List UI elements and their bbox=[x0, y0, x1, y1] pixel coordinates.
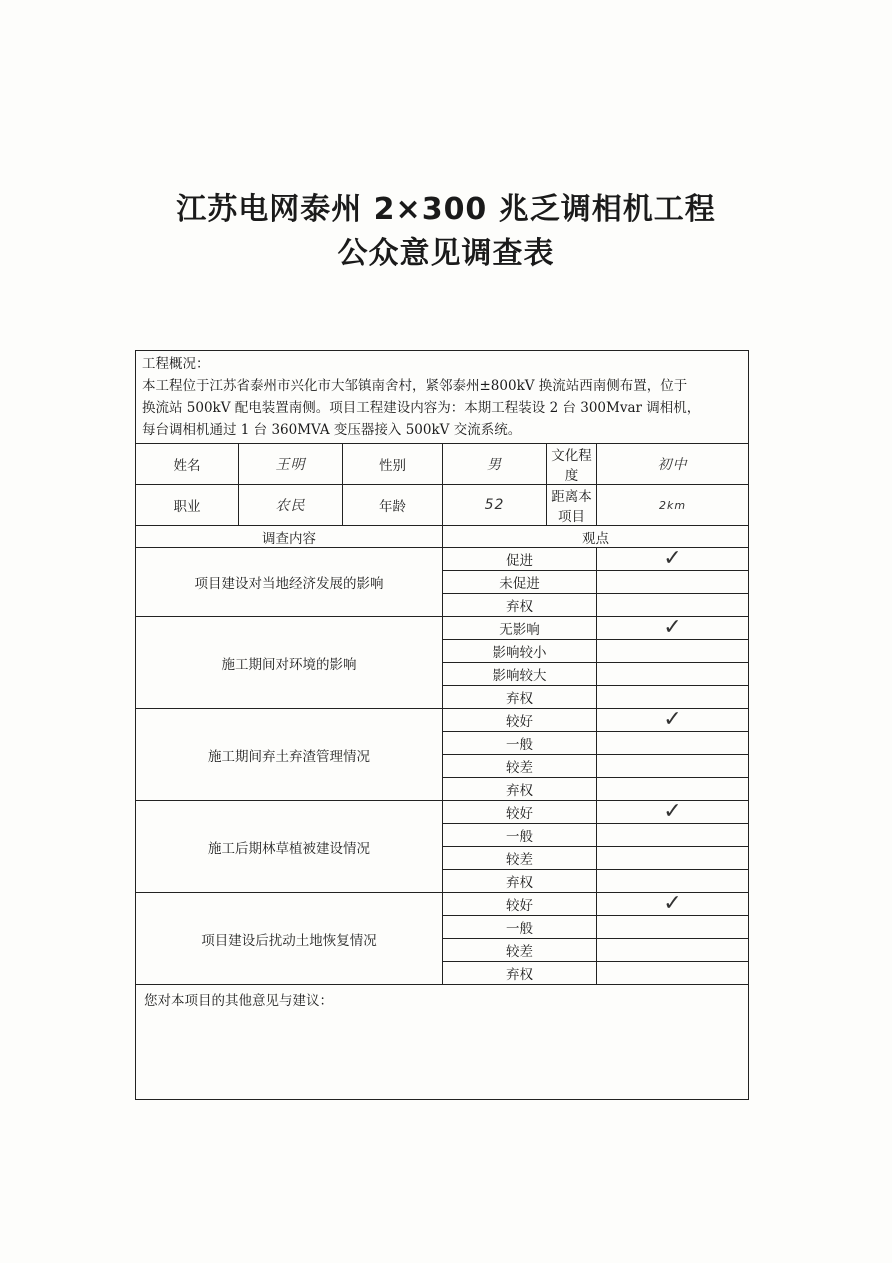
option-checkbox[interactable] bbox=[597, 847, 749, 870]
overview-label: 工程概况： bbox=[142, 356, 210, 372]
option-label: 影响较大 bbox=[443, 663, 597, 686]
check-icon: ✓ bbox=[663, 546, 682, 571]
question-label: 项目建设后扰动土地恢复情况 bbox=[136, 893, 443, 985]
option-checkbox[interactable] bbox=[597, 571, 749, 594]
overview-line: 本工程位于江苏省泰州市兴化市大邹镇南舍村，紧邻泰州±800kV 换流站西南侧布置，位于 bbox=[142, 378, 688, 394]
suggestion-area[interactable] bbox=[136, 985, 749, 1100]
check-icon: ✓ bbox=[663, 799, 682, 824]
option-checkbox[interactable] bbox=[597, 640, 749, 663]
option-label: 弃权 bbox=[443, 686, 597, 709]
option-label: 促进 bbox=[443, 548, 597, 571]
option-checkbox[interactable] bbox=[597, 617, 749, 640]
survey-content-header: 调查内容 bbox=[136, 526, 443, 548]
option-checkbox[interactable] bbox=[597, 801, 749, 824]
occupation-value[interactable]: 农民 bbox=[239, 485, 343, 526]
option-checkbox[interactable] bbox=[597, 870, 749, 893]
option-checkbox[interactable] bbox=[597, 916, 749, 939]
question-label: 施工期间弃土弃渣管理情况 bbox=[136, 709, 443, 801]
option-checkbox[interactable] bbox=[597, 824, 749, 847]
survey-form-body bbox=[136, 351, 749, 1100]
name-value[interactable]: 王明 bbox=[239, 444, 343, 485]
option-checkbox[interactable] bbox=[597, 778, 749, 801]
option-checkbox[interactable] bbox=[597, 663, 749, 686]
page-subtitle: 公众意见调查表 bbox=[337, 236, 555, 271]
overview-line: 换流站 500kV 配电装置南侧。项目工程建设内容为：本期工程装设 2 台 300Mvar 调相机， bbox=[142, 400, 701, 416]
option-checkbox[interactable] bbox=[597, 709, 749, 732]
option-checkbox[interactable] bbox=[597, 893, 749, 916]
option-label: 影响较小 bbox=[443, 640, 597, 663]
check-icon: ✓ bbox=[663, 615, 682, 640]
option-label: 较好 bbox=[443, 709, 597, 732]
option-label: 较差 bbox=[443, 755, 597, 778]
option-label: 较好 bbox=[443, 801, 597, 824]
option-label: 弃权 bbox=[443, 778, 597, 801]
option-checkbox[interactable] bbox=[597, 755, 749, 778]
check-icon: ✓ bbox=[663, 707, 682, 732]
occupation-label: 职业 bbox=[136, 485, 239, 526]
question-option-row bbox=[136, 709, 749, 732]
question-label: 施工后期林草植被建设情况 bbox=[136, 801, 443, 893]
question-label: 施工期间对环境的影响 bbox=[136, 617, 443, 709]
page-title: 江苏电网泰州 2×300 兆乏调相机工程 bbox=[176, 192, 716, 227]
suggestion-label: 您对本项目的其他意见与建议： bbox=[144, 993, 333, 1009]
project-overview bbox=[136, 351, 749, 444]
option-label: 一般 bbox=[443, 732, 597, 755]
age-label: 年龄 bbox=[343, 485, 443, 526]
survey-form bbox=[135, 350, 749, 1100]
question-option-row bbox=[136, 801, 749, 824]
option-checkbox[interactable] bbox=[597, 732, 749, 755]
option-label: 较好 bbox=[443, 893, 597, 916]
option-label: 较差 bbox=[443, 939, 597, 962]
question-option-row bbox=[136, 893, 749, 916]
option-label: 弃权 bbox=[443, 594, 597, 617]
option-label: 弃权 bbox=[443, 870, 597, 893]
option-label: 一般 bbox=[443, 916, 597, 939]
distance-value[interactable]: 2km bbox=[597, 485, 749, 526]
option-checkbox[interactable] bbox=[597, 548, 749, 571]
age-value[interactable]: 52 bbox=[443, 485, 547, 526]
option-checkbox[interactable] bbox=[597, 939, 749, 962]
option-checkbox[interactable] bbox=[597, 686, 749, 709]
education-label: 文化程度 bbox=[547, 444, 597, 485]
overview-line: 每台调相机通过 1 台 360MVA 变压器接入 500kV 交流系统。 bbox=[142, 422, 522, 438]
gender-value[interactable]: 男 bbox=[443, 444, 547, 485]
opinion-header: 观点 bbox=[443, 526, 749, 548]
option-label: 无影响 bbox=[443, 617, 597, 640]
name-label: 姓名 bbox=[136, 444, 239, 485]
question-option-row bbox=[136, 548, 749, 571]
option-label: 一般 bbox=[443, 824, 597, 847]
question-label: 项目建设对当地经济发展的影响 bbox=[136, 548, 443, 617]
option-label: 较差 bbox=[443, 847, 597, 870]
option-checkbox[interactable] bbox=[597, 594, 749, 617]
education-value[interactable]: 初中 bbox=[597, 444, 749, 485]
option-label: 弃权 bbox=[443, 962, 597, 985]
gender-label: 性别 bbox=[343, 444, 443, 485]
option-checkbox[interactable] bbox=[597, 962, 749, 985]
check-icon: ✓ bbox=[663, 891, 682, 916]
question-option-row bbox=[136, 617, 749, 640]
option-label: 未促进 bbox=[443, 571, 597, 594]
distance-label: 距离本项目 bbox=[547, 485, 597, 526]
